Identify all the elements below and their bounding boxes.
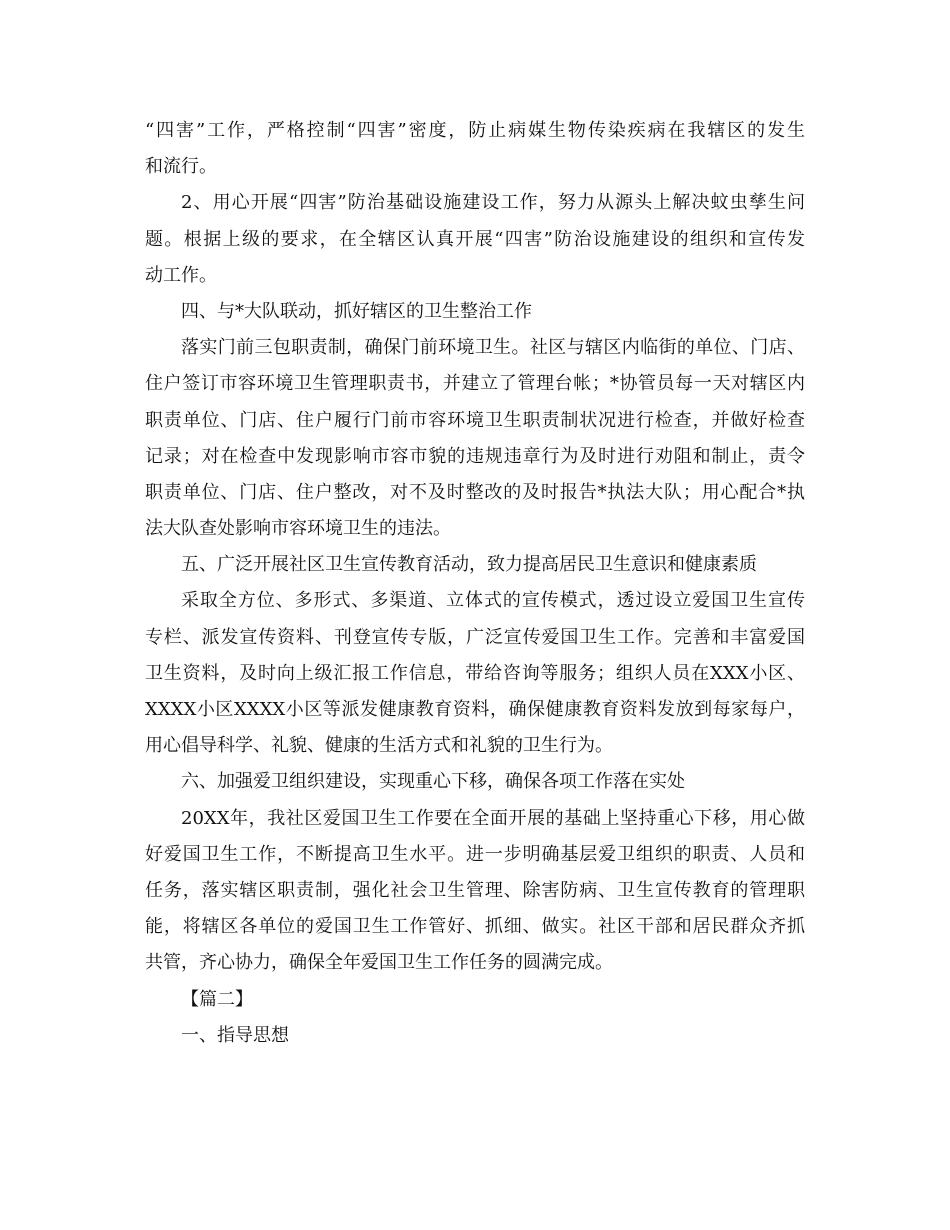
text-line: 题。根据上级的要求，在全辖区认真开展“四害”防治设施建设的组织和宣传发 <box>145 228 805 250</box>
section-heading: 六、加强爱卫组织建设，实现重心下移，确保各项工作落在实处 <box>181 771 685 793</box>
text-line: 住户签订市容环境卫生管理职责书，并建立了管理台帐；*协管员每一天对辖区内 <box>145 373 805 395</box>
section-heading: 一、指导思想 <box>181 1024 289 1046</box>
text-line: 共管，齐心协力，确保全年爱国卫生工作任务的圆满完成。 <box>145 952 613 974</box>
document-body <box>145 113 805 1054</box>
part-heading: 【篇二】 <box>181 988 253 1010</box>
text-line: 法大队查处影响市容环境卫生的违法。 <box>145 518 451 540</box>
text-line: XXXX小区XXXX小区等派发健康教育资料，确保健康教育资料发放到每家每户， <box>145 699 805 720</box>
section-heading: 五、广泛开展社区卫生宣传教育活动，致力提高居民卫生意识和健康素质 <box>181 554 757 576</box>
text-line: 和流行。 <box>145 156 217 178</box>
text-line: “四害”工作，严格控制“四害”密度，防止病媒生物传染疾病在我辖区的发生 <box>145 120 805 141</box>
text-line: 2、用心开展“四害”防治基础设施建设工作，努力从源头上解决蚊虫孳生问 <box>181 192 805 214</box>
text-line: 采取全方位、多形式、多渠道、立体式的宣传模式，透过设立爱国卫生宣传 <box>181 590 805 612</box>
text-line: 任务，落实辖区职责制，强化社会卫生管理、除害防病、卫生宣传教育的管理职 <box>145 879 805 901</box>
text-line: 动工作。 <box>145 264 217 286</box>
section-heading: 四、与*大队联动，抓好辖区的卫生整治工作 <box>181 300 532 322</box>
text-line: 卫生资料，及时向上级汇报工作信息，带给咨询等服务；组织人员在XXX小区、 <box>145 662 805 684</box>
text-line: 用心倡导科学、礼貌、健康的生活方式和礼貌的卫生行为。 <box>145 735 613 757</box>
text-line: 好爱国卫生工作，不断提高卫生水平。进一步明确基层爱卫组织的职责、人员和 <box>145 843 805 865</box>
text-line: 能，将辖区各单位的爱国卫生工作管好、抓细、做实。社区干部和居民群众齐抓 <box>145 916 805 938</box>
text-line: 记录；对在检查中发现影响市容市貌的违规违章行为及时进行劝阻和制止，责令 <box>145 445 805 467</box>
text-line: 专栏、派发宣传资料、刊登宣传专版，广泛宣传爱国卫生工作。完善和丰富爱国 <box>145 626 805 648</box>
text-line: 职责单位、门店、住户整改，对不及时整改的及时报告*执法大队；用心配合*执 <box>145 481 805 503</box>
text-line: 职责单位、门店、住户履行门前市容环境卫生职责制状况进行检查，并做好检查 <box>145 409 805 431</box>
text-line: 20XX年，我社区爱国卫生工作要在全面开展的基础上坚持重心下移，用心做 <box>181 807 805 829</box>
text-line: 落实门前三包职责制，确保门前环境卫生。社区与辖区内临街的单位、门店、 <box>181 337 805 359</box>
